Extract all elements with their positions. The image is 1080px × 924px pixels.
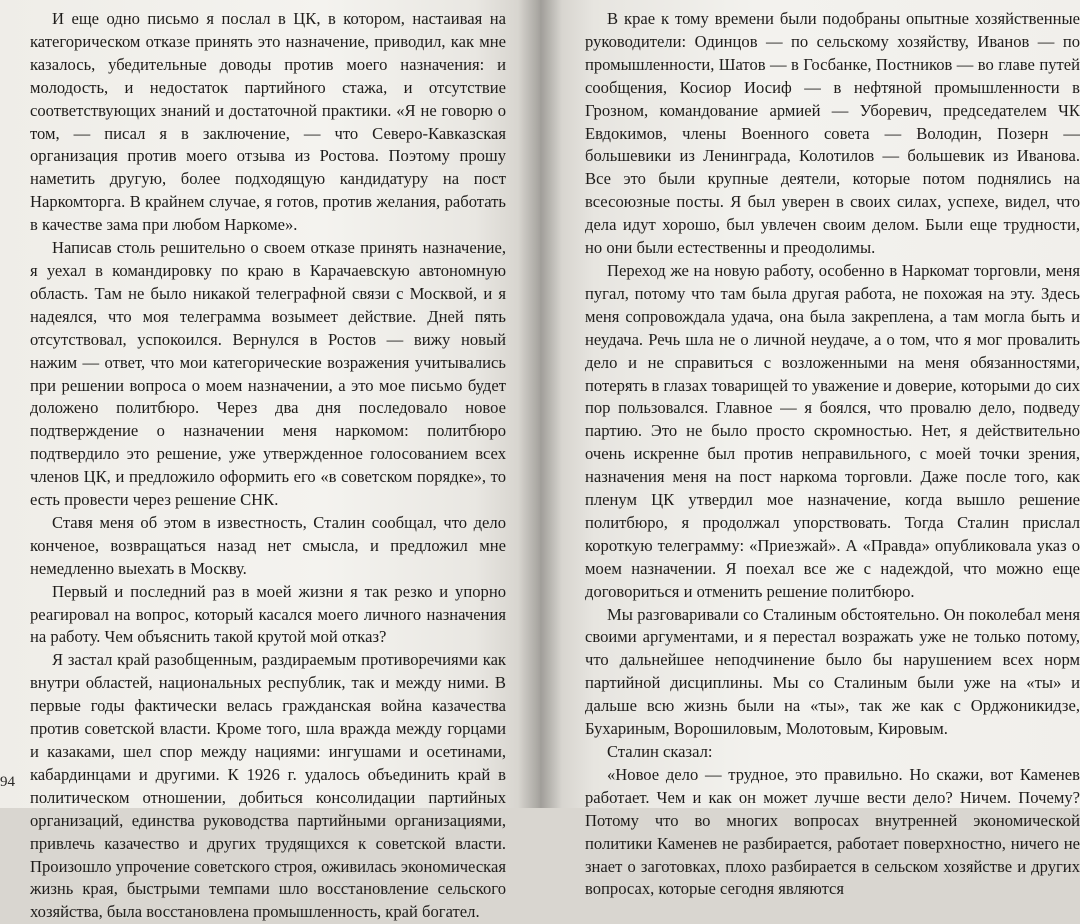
paragraph: «Новое дело — трудное, это правильно. Но скажи, вот Каменев работает. Чем и как он может лучше вести дело? Ничем. Почему? Потому что во многих вопросах внутренней экономической политики Каменев не разбирается, работает поверхностно, ничего не знает о заготовках, плохо разбирается в сельском хозяйстве и других вопросах, которые сегодня являются xyxy=(585,764,1080,899)
left-page xyxy=(0,0,540,922)
right-page-text xyxy=(585,8,1080,901)
right-page xyxy=(540,0,1080,899)
paragraph: Я застал край разобщенным, раздираемым противоречиями как внутри областей, национальных республик, так и между ними. В первые годы фактически велась гражданская война казачества против советской власти. Кроме того, шла вражда между горцами и казаками, шел спор между нациями: ингушами и осетинами, кабардинцами и другими. К 1926 г. удалось объединить край в политическом отношении, добиться консолидации партийных организаций, единства руководства партийными организациями, привлечь казачество и других трудящихся к советской власти. Произошло упрочение советского строя, оживилась экономическая жизнь края, быстрыми темпами шло восстановление сельского хозяйства, была восстановлена промышленность, край богател. xyxy=(30,650,506,922)
paragraph: Переход же на новую работу, особенно в Наркомат торговли, меня пугал, потому что там была другая работа, не похожая на эту. Здесь меня сопровождала удача, она была закреплена, а там могла быть и неудача. Речь шла не о личной неудаче, а о том, что я мог провалить дело и не справиться с возложенными на меня обязанностями, потерять в глазах товарищей то уважение и доверие, которыми до сих пор пользовался. Главное — я боялся, что провалю дело, подведу партию. Это не было просто скромностью. Нет, я действительно очень искренне был против неправильного, с моей точки зрения, назначения меня на пост наркома торговли. Даже после того, как пленум ЦК утвердил мое назначение, когда вышло решение политбюро, я продолжал упорствовать. Тогда Сталин прислал короткую телеграмму: «Приезжай». А «Правда» опубликовала указ о моем назначении. Я поехал все же с надеждой, что можно еще договориться и отменить решение политбюро. xyxy=(585,260,1080,601)
paragraph: Ставя меня об этом в известность, Сталин сообщал, что дело конченое, возвращаться назад нет смысла, и предложил мне немедленно выехать в Москву. xyxy=(30,512,506,578)
paragraph: Написав столь решительно о своем отказе принять назначение, я уехал в командировку по краю в Карачаевскую автономную область. Там не было никакой телеграфной связи с Москвой, и я надеялся, что моя телеграмма возымеет действие. Дней пять отсутствовал, успокоился. Вернулся в Ростов — вижу новый нажим — ответ, что мои категорические возражения учитывались при решении вопроса о моем назначении, а это мое письмо будет доложено политбюро. Через два дня последовало новое подтверждение о назначении меня наркомом: политбюро подтвердило это решение, уже утвержденное голосованием всех членов ЦК, и предложило оформить его «в советском порядке», то есть провести через решение СНК. xyxy=(30,238,506,510)
paragraph: В крае к тому времени были подобраны опытные хозяйственные руководители: Одинцов — по сельскому хозяйству, Иванов — по промышленности, Шатов — в Госбанке, Постников — во главе путей сообщения, Косиор Иосиф — в нефтяной промышленности в Грозном, командование армией — Уборевич, председателем ЧК Евдокимов, члены Военного совета — Володин, Позерн — большевики из Ленинграда, Колотилов — большевик из Иванова. Все это были крупные деятели, которые потом поднялись на всесоюзные посты. Я был уверен в своих силах, успехе, видел, что дела идут хорошо, был увлечен своим делом. Были еще трудности, но они были естественны и преодолимы. xyxy=(585,9,1080,258)
paragraph: И еще одно письмо я послал в ЦК, в котором, настаивая на категорическом отказе принять это назначение, приводил, как мне казалось, убедительные доводы против моего назначения: и молодость, и недостаток партийного стажа, и отсутствие соответствующих знаний и достаточной практики. «Я не говорю о том, — писал я в заключение, — что Северо-Кавказская организация против моего отзыва из Ростова. Поэтому прошу наметить другую, более подходящую кандидатуру на пост Наркомторга. В крайнем случае, я готов, против желания, работать в качестве зама при любом Наркоме». xyxy=(30,9,506,235)
paragraph: Сталин сказал: xyxy=(607,742,713,761)
paragraph: Мы разговаривали со Сталиным обстоятельно. Он поколебал меня своими аргументами, и я перестал возражать уже не только потому, что дальнейшее неподчинение было бы нарушением всех норм партийной дисциплины. Мы со Сталиным были уже на «ты» и дальше всю жизнь были на «ты», так же как с Орджоникидзе, Бухариным, Ворошиловым, Молотовым, Кировым. xyxy=(585,604,1080,739)
page-number: 94 xyxy=(0,774,15,790)
left-page-text xyxy=(30,8,506,924)
paragraph: Первый и последний раз в моей жизни я так резко и упорно реагировал на вопрос, который касался моего личного назначения на работу. Чем объяснить такой крутой мой отказ? xyxy=(30,581,506,647)
